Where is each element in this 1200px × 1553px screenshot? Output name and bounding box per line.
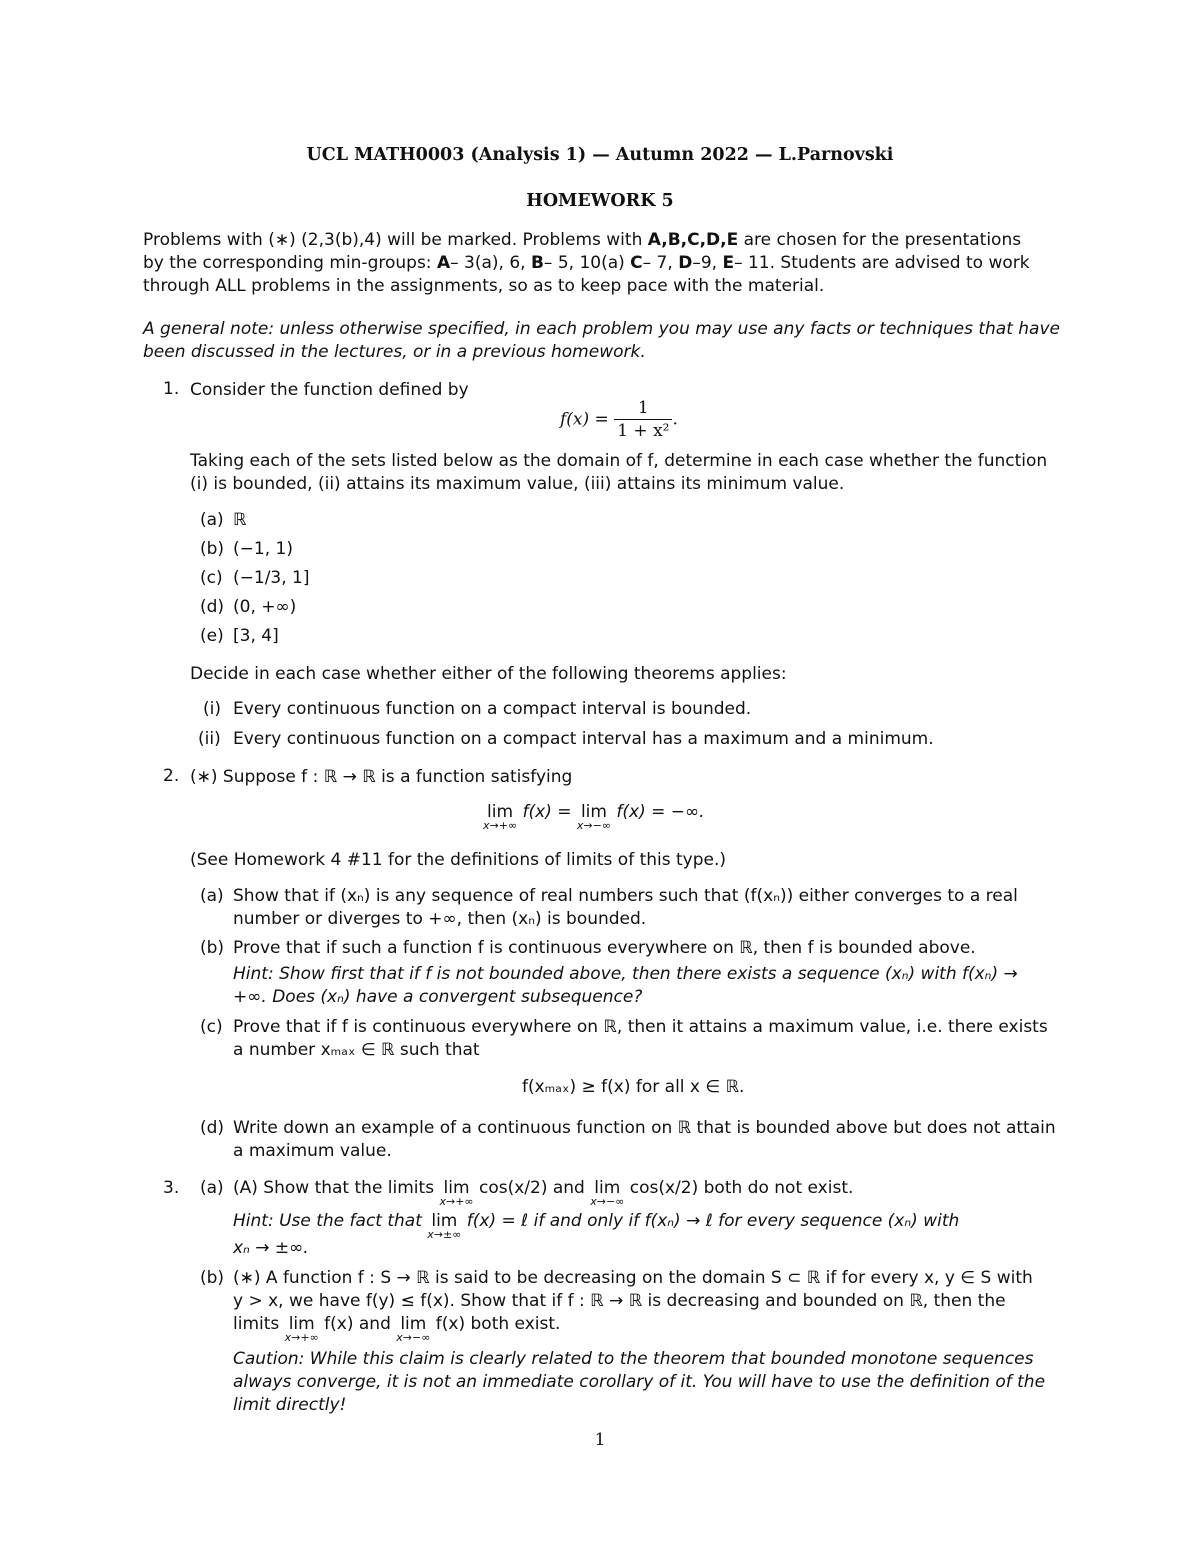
domain-item-value: ℝ — [233, 510, 247, 530]
text-fragment: (A) Show that the limits — [233, 1178, 440, 1198]
problem-3-number: 3. — [163, 1178, 180, 1198]
lim-text: lim — [580, 802, 607, 822]
limit-operator — [590, 1178, 624, 1207]
course-title: UCL MATH0003 (Analysis 1) — Autumn 2022 — L.Parnovski — [306, 145, 894, 165]
part-text: Show that if (xₙ) is any sequence of real numbers such that (f(xₙ)) either converges to a real — [233, 886, 1018, 906]
part-label: (a) — [200, 886, 224, 906]
lim-subscript: x→−∞ — [576, 819, 611, 832]
fraction-denominator: 1 + x² — [617, 421, 670, 441]
problem-1-formula — [560, 397, 678, 442]
hint-text: +∞. Does (xₙ) have a convergent subsequence? — [233, 987, 643, 1007]
hint-text: Hint: Show first that if f is not bounded above, then there exists a sequence (xₙ) with f(xₙ) → — [233, 964, 1018, 984]
lim-text: lim — [594, 1178, 621, 1198]
lim-text: lim — [400, 1314, 427, 1334]
intro-text: are chosen for the presentations — [738, 230, 1022, 250]
homework-title: HOMEWORK 5 — [526, 191, 674, 211]
group-d: D — [678, 253, 693, 273]
general-note-line-2: been discussed in the lectures, or in a previous homework. — [143, 342, 646, 362]
limit-operator — [483, 802, 517, 831]
part-text: number or diverges to +∞, then (xₙ) is bounded. — [233, 909, 647, 929]
lim-subscript: x→+∞ — [483, 819, 518, 832]
problem-2-number: 2. — [163, 766, 180, 786]
hint-text: xₙ → ±∞. — [233, 1238, 309, 1258]
caution-text: always converge, it is not an immediate corollary of it. You will have to use the definition of the — [233, 1372, 1046, 1392]
limit-operator — [439, 1178, 473, 1207]
part-text: (∗) A function f : S → ℝ is said to be decreasing on the domain S ⊂ ℝ if for every x, y ∈ S with — [233, 1268, 1033, 1288]
intro-line-2 — [143, 252, 1030, 274]
intro-line-3: through ALL problems in the assignments, so as to keep pace with the material. — [143, 276, 825, 296]
text-fragment: cos(x/2) and — [473, 1178, 591, 1198]
limit-operator — [577, 802, 611, 831]
intro-text: – 3(a), 6, — [450, 253, 531, 273]
part-label: (d) — [200, 1118, 225, 1138]
intro-text: –9, — [692, 253, 723, 273]
part-text: a number xₘₐₓ ∈ ℝ such that — [233, 1040, 480, 1060]
formula-lhs: f(x) = — [560, 409, 609, 430]
part-text — [233, 1178, 853, 1207]
problem-2-limit-formula — [483, 802, 705, 831]
part-text: a maximum value. — [233, 1141, 392, 1161]
hint-text — [233, 1211, 959, 1240]
theorem-text: Every continuous function on a compact interval has a maximum and a minimum. — [233, 729, 934, 749]
formula-fraction — [614, 397, 672, 442]
problem-2-intro: (∗) Suppose f : ℝ → ℝ is a function satisfying — [190, 767, 573, 787]
part-text: Write down an example of a continuous function on ℝ that is bounded above but does not attain — [233, 1118, 1056, 1138]
group-c: C — [630, 253, 643, 273]
domain-item-value: (−1/3, 1] — [233, 568, 310, 588]
intro-text: – 7, — [642, 253, 679, 273]
theorem-label: (i) — [203, 699, 221, 719]
lim-subscript: x→+∞ — [284, 1331, 319, 1344]
part-text: Prove that if f is continuous everywhere on ℝ, then it attains a maximum value, i.e. there exists — [233, 1017, 1048, 1037]
problem-1-task-line-2: (i) is bounded, (ii) attains its maximum value, (iii) attains its minimum value. — [190, 474, 845, 494]
domain-item-label: (c) — [200, 568, 223, 588]
group-a: A — [436, 253, 451, 273]
domain-item-value: [3, 4] — [233, 626, 279, 646]
problem-1-decide: Decide in each case whether either of the following theorems applies: — [190, 664, 787, 684]
text-fragment: f(x) = ℓ if and only if f(xₙ) → ℓ for every sequence (xₙ) with — [461, 1211, 960, 1231]
domain-item-label: (b) — [200, 539, 225, 559]
lim-text: lim — [487, 802, 514, 822]
text-fragment: Hint: Use the fact that — [233, 1211, 428, 1231]
domain-item-label: (d) — [200, 597, 225, 617]
intro-text: – 5, 10(a) — [543, 253, 631, 273]
domain-item-value: (−1, 1) — [233, 539, 293, 559]
part-text — [233, 1314, 560, 1343]
lim-subscript: x→−∞ — [396, 1331, 431, 1344]
lim-text: lim — [288, 1314, 315, 1334]
group-b: B — [530, 253, 544, 273]
general-note-line-1: A general note: unless otherwise specified, in each problem you may use any facts or techniques that have — [143, 319, 1060, 339]
fraction-numerator: 1 — [614, 397, 672, 420]
lim-text: lim — [431, 1211, 458, 1231]
group-e: E — [722, 253, 735, 273]
formula-period: . — [672, 409, 678, 430]
limit-operator — [396, 1314, 430, 1343]
lim-subscript: x→−∞ — [590, 1195, 625, 1208]
limit-operator — [427, 1211, 461, 1240]
lim-text: lim — [443, 1178, 470, 1198]
problem-1-number: 1. — [163, 379, 180, 399]
group-letters: A,B,C,D,E — [647, 230, 739, 250]
text-fragment: f(x) and — [318, 1314, 397, 1334]
problem-1-intro: Consider the function defined by — [190, 380, 469, 400]
intro-text: – 11. Students are advised to work — [734, 253, 1030, 273]
text-fragment: f(x) both exist. — [430, 1314, 561, 1334]
intro-text: by the corresponding min-groups: — [143, 253, 437, 273]
limit-operator — [285, 1314, 319, 1343]
theorem-text: Every continuous function on a compact interval is bounded. — [233, 699, 752, 719]
formula-text: f(x) = −∞. — [616, 802, 705, 822]
problem-2-see-note: (See Homework 4 #11 for the definitions of limits of this type.) — [190, 850, 727, 870]
theorem-label: (ii) — [198, 729, 221, 749]
part-label: (c) — [200, 1017, 223, 1037]
page-number: 1 — [594, 1430, 606, 1450]
text-fragment: limits — [233, 1314, 285, 1334]
intro-line-1 — [143, 229, 1021, 251]
max-formula: f(xₘₐₓ) ≥ f(x) for all x ∈ ℝ. — [522, 1077, 745, 1097]
intro-text: Problems with (∗) (2,3(b),4) will be marked. Problems with — [143, 230, 648, 250]
lim-subscript: x→+∞ — [439, 1195, 474, 1208]
text-fragment: cos(x/2) both do not exist. — [624, 1178, 854, 1198]
problem-1-task-line-1: Taking each of the sets listed below as the domain of f, determine in each case whether the function — [190, 451, 1048, 471]
part-label: (b) — [200, 1268, 225, 1288]
domain-item-label: (a) — [200, 510, 224, 530]
caution-text: Caution: While this claim is clearly related to the theorem that bounded monotone sequences — [233, 1349, 1034, 1369]
formula-text: f(x) = — [522, 802, 572, 822]
part-text: y > x, we have f(y) ≤ f(x). Show that if f : ℝ → ℝ is decreasing and bounded on ℝ, then the — [233, 1291, 1006, 1311]
domain-item-value: (0, +∞) — [233, 597, 297, 617]
domain-item-label: (e) — [200, 626, 224, 646]
lim-subscript: x→±∞ — [427, 1228, 462, 1241]
part-label: (b) — [200, 938, 225, 958]
part-label: (a) — [200, 1178, 224, 1198]
part-text: Prove that if such a function f is continuous everywhere on ℝ, then f is bounded above. — [233, 938, 976, 958]
caution-text: limit directly! — [233, 1395, 347, 1415]
